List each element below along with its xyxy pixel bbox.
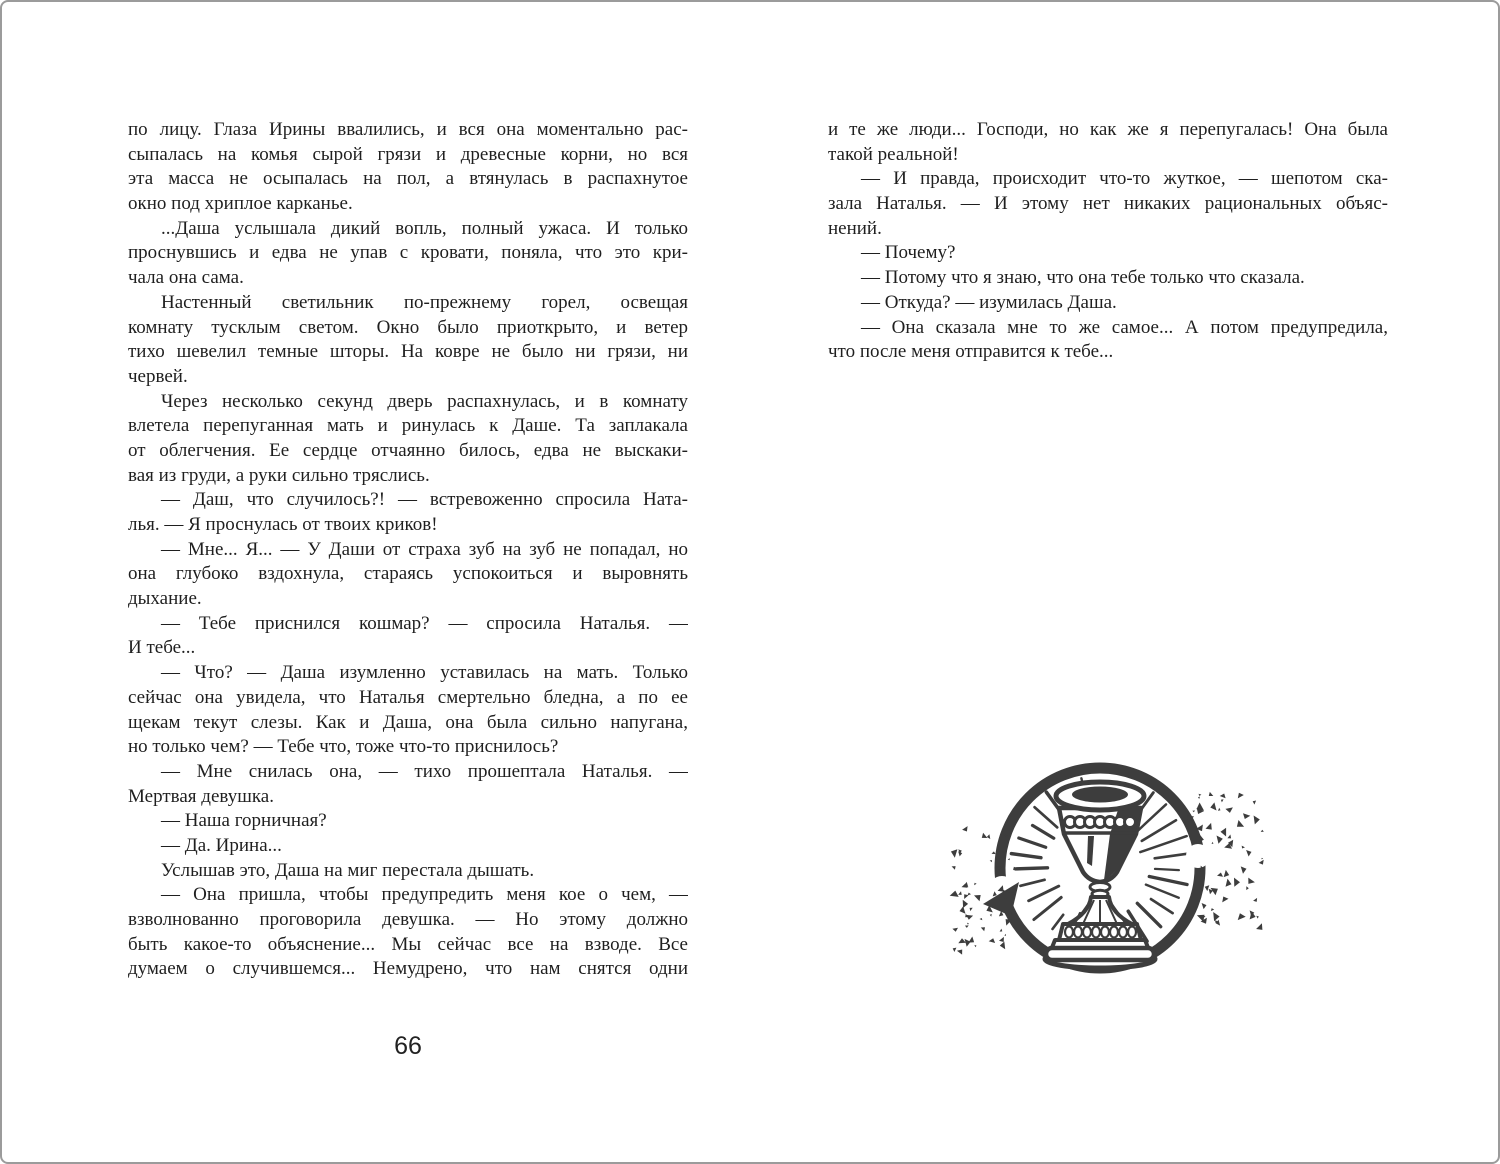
text-line: быть какое-то объяснение... Мы сейчас все на взводе. Все — [128, 933, 688, 955]
text-line: — Она сказала мне то же самое... А потом предупредила, — [861, 316, 1388, 338]
chalice-icon — [1045, 782, 1155, 968]
paragraph — [128, 217, 688, 291]
text-line: — Потому что я знаю, что она тебе только что сказала. — [861, 267, 1305, 289]
paragraph — [128, 612, 688, 661]
text-line: взволнованно проговорила девушка. — Но этому должно — [128, 909, 688, 930]
paragraph — [128, 834, 688, 859]
text-line: — Мне снилась она, — тихо прошептала Наталья. — — [161, 760, 688, 782]
ring-gap-right — [1186, 844, 1210, 868]
text-line: — Да. Ирина... — [161, 834, 282, 856]
text-line: и те же люди... Господи, но как же я перепугалась! Она была — [828, 119, 1388, 140]
paragraph — [128, 488, 688, 537]
text-line: щекам текут слезы. Как и Даша, она была сильно напугана, — [128, 711, 688, 733]
text-line: эта масса не осыпалась на пол, а втянулась в распахнутое — [128, 168, 688, 190]
text-line: дыхание. — [128, 588, 202, 610]
text-line: — Тебе приснился кошмар? — спросила Наталья. — — [161, 612, 688, 634]
paragraph — [828, 167, 1388, 241]
text-line: — Даш, что случилось?! — встревоженно спросила Ната- — [161, 489, 688, 511]
text-line: окно под хриплое карканье. — [128, 193, 353, 215]
paragraph — [128, 390, 688, 489]
paragraph — [128, 661, 688, 760]
text-line: комнату тусклым светом. Окно было приоткрыто, и ветер — [128, 316, 688, 338]
text-line: — Откуда? — изумилась Даша. — [861, 291, 1117, 313]
paragraph — [128, 883, 688, 982]
paragraph — [828, 316, 1388, 365]
text-line: — Она пришла, чтобы предупредить меня кое о чем, — — [161, 884, 688, 906]
paragraph — [128, 118, 688, 217]
paragraph — [828, 241, 1388, 266]
text-line: она глубоко вздохнула, стараясь успокоиться и выровнять — [128, 563, 688, 585]
text-line: червей. — [128, 365, 188, 387]
text-line: влетела перепуганная мать и ринулась к Даше. Та заплакала — [128, 415, 688, 437]
paragraph — [128, 291, 688, 390]
text-line: Настенный светильник по-прежнему горел, освещая — [161, 291, 688, 313]
paragraph — [828, 266, 1388, 291]
text-line: по лицу. Глаза Ирины ввалились, и вся она моментально рас- — [128, 119, 688, 140]
text-line: ...Даша услышала дикий вопль, полный ужаса. И только — [161, 217, 688, 239]
paragraph — [128, 809, 688, 834]
text-line: но только чем? — Тебе что, тоже что-то приснилось? — [128, 736, 559, 758]
paragraph — [128, 760, 688, 809]
text-line: Мертвая девушка. — [128, 785, 274, 807]
chalice-emblem-illustration — [945, 738, 1275, 1008]
page-number: 66 — [394, 1032, 422, 1060]
text-line: Через несколько секунд дверь распахнулась, и в комнату — [161, 390, 688, 412]
text-line: сыпалась на комья сырой грязи и древесные корни, но вся — [128, 143, 688, 165]
text-line: тихо шевелил темные шторы. На ковре не было ни грязи, ни — [128, 341, 688, 363]
text-line: думаем о случившемся... Немудрено, что нам снятся одни — [128, 958, 688, 980]
paragraph — [128, 538, 688, 612]
right-page-text — [828, 118, 1388, 365]
text-line: — И правда, происходит что-то жуткое, — шепотом ска- — [861, 168, 1388, 190]
text-line: — Наша горничная? — [161, 810, 327, 832]
text-line: зала Наталья. — И этому нет никаких рациональных объяс- — [828, 193, 1388, 215]
text-line: И тебе... — [128, 637, 196, 659]
text-line: такой реальной! — [828, 143, 959, 165]
text-line: что после меня отправится к тебе... — [828, 341, 1114, 363]
text-line: от облегчения. Ее сердце отчаянно билось, едва не выскаки- — [128, 439, 688, 461]
paragraph — [128, 859, 688, 884]
text-line: лья. — Я проснулась от твоих криков! — [128, 514, 438, 535]
text-line: Услышав это, Даша на миг перестала дышать. — [161, 859, 535, 881]
text-line: нений. — [828, 217, 882, 239]
paragraph — [828, 291, 1388, 316]
text-line: сейчас она увидела, что Наталья смертельно бледна, а по ее — [128, 686, 688, 708]
text-line: — Почему? — [861, 242, 956, 264]
text-line: — Мне... Я... — У Даши от страха зуб на зуб не попадал, но — [161, 538, 688, 560]
text-line: чала она сама. — [128, 267, 244, 289]
paragraph — [828, 118, 1388, 167]
left-page-text — [128, 118, 688, 982]
text-line: проснувшись и едва не упав с кровати, поняла, что это кри- — [128, 242, 688, 264]
text-line: вая из груди, а руки сильно тряслись. — [128, 464, 430, 486]
text-line: — Что? — Даша изумленно уставилась на мать. Только — [161, 662, 688, 684]
